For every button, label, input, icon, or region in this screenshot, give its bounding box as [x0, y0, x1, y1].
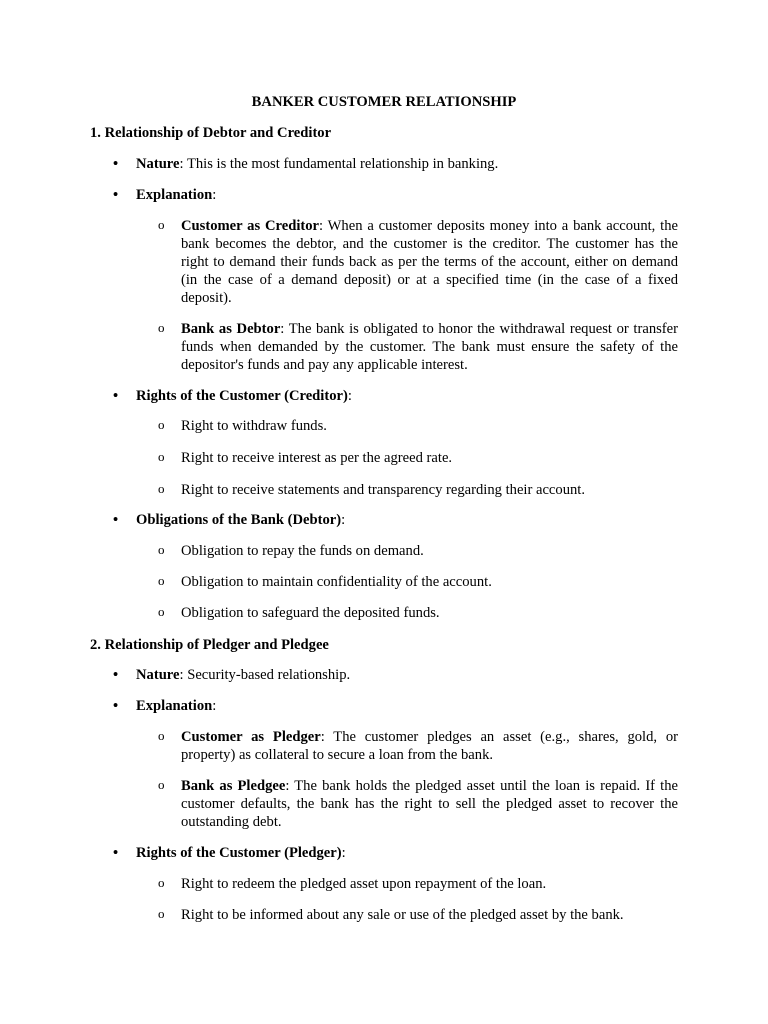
list-item-text: Right to be informed about any sale or use of the pledged asset by the bank.	[181, 907, 624, 923]
sub-label: Customer as Creditor	[181, 218, 320, 234]
sub-item-bank-as-debtor	[158, 320, 678, 374]
bullet-label: Nature	[136, 156, 180, 172]
sub-text: : The bank is obligated to honor the withdrawal request or transfer funds when demanded by the customer. The bank must ensure the safety of the depositor's funds and pay any applicable interest.	[181, 321, 678, 373]
bullet-mark: •	[113, 187, 119, 203]
bullet-label: Obligations of the Bank (Debtor)	[136, 512, 342, 528]
sub-label: Bank as Debtor	[181, 321, 281, 337]
sub-mark: o	[158, 417, 165, 432]
list-item-text: Right to receive statements and transparency regarding their account.	[181, 482, 586, 498]
list-item-text: Right to withdraw funds.	[181, 418, 327, 434]
bullet-mark: •	[113, 512, 119, 528]
document-title: BANKER CUSTOMER RELATIONSHIP	[251, 94, 517, 110]
sub-mark: o	[158, 777, 165, 792]
bullet-mark: •	[113, 156, 119, 172]
sub-item-customer-as-pledger	[158, 728, 678, 764]
sub-mark: o	[158, 542, 165, 557]
sub-mark: o	[158, 449, 165, 464]
list-item-text: Right to redeem the pledged asset upon repayment of the loan.	[181, 876, 547, 892]
bullet-label: Rights of the Customer (Pledger)	[136, 845, 342, 861]
list-item-text: Right to receive interest as per the agreed rate.	[181, 450, 453, 466]
list-item	[158, 417, 678, 435]
sub-mark: o	[158, 217, 165, 232]
list-item	[158, 542, 678, 560]
sub-text: : When a customer deposits money into a bank account, the bank becomes the debtor, and the customer is the creditor. The customer has the right to demand their funds back as per the terms of the account, either on demand (in the case of a demand deposit) or at a specified time (in the case of a fixed deposit).	[181, 218, 678, 306]
list-item	[158, 573, 678, 591]
bullet-nature	[113, 666, 683, 684]
sub-mark: o	[158, 875, 165, 890]
bullet-label: Nature	[136, 667, 180, 683]
bullet-mark: •	[113, 845, 119, 861]
bullet-obligations-bank	[113, 511, 683, 529]
sub-label: Bank as Pledgee	[181, 778, 286, 794]
sub-mark: o	[158, 906, 165, 921]
bullet-label: Rights of the Customer (Creditor)	[136, 388, 348, 404]
list-item-text: Obligation to maintain confidentiality of the account.	[181, 574, 492, 590]
bullet-text: :	[341, 845, 346, 861]
bullet-text: : Security-based relationship.	[179, 667, 351, 683]
bullet-text: :	[347, 388, 352, 404]
list-item	[158, 481, 678, 499]
sub-mark: o	[158, 320, 165, 335]
bullet-label: Explanation	[136, 698, 213, 714]
list-item-text: Obligation to repay the funds on demand.	[181, 543, 424, 559]
bullet-text: :	[341, 512, 346, 528]
bullet-mark: •	[113, 698, 119, 714]
bullet-explanation	[113, 186, 683, 204]
bullet-text: : This is the most fundamental relationship in banking.	[179, 156, 499, 172]
sub-item-bank-as-pledgee	[158, 777, 678, 831]
sub-text: : The customer pledges an asset (e.g., shares, gold, or property) as collateral to secure a loan from the bank.	[181, 729, 678, 763]
sub-mark: o	[158, 573, 165, 588]
bullet-rights-creditor	[113, 387, 683, 405]
bullet-mark: •	[113, 667, 119, 683]
bullet-rights-pledger	[113, 844, 683, 862]
section-heading-debtor-creditor: 1. Relationship of Debtor and Creditor	[90, 125, 332, 141]
bullet-nature	[113, 155, 683, 173]
list-item	[158, 604, 678, 622]
sub-item-customer-as-creditor	[158, 217, 678, 307]
section-heading-pledger-pledgee: 2. Relationship of Pledger and Pledgee	[90, 637, 329, 653]
sub-mark: o	[158, 728, 165, 743]
bullet-text: :	[212, 187, 217, 203]
sub-mark: o	[158, 481, 165, 496]
bullet-explanation	[113, 697, 683, 715]
list-item	[158, 906, 678, 924]
list-item	[158, 875, 678, 893]
sub-text: : The bank holds the pledged asset until the loan is repaid. If the customer defaults, the bank has the right to sell the pledged asset to recover the outstanding debt.	[181, 778, 678, 830]
sub-label: Customer as Pledger	[181, 729, 321, 745]
sub-mark: o	[158, 604, 165, 619]
bullet-mark: •	[113, 388, 119, 404]
list-item	[158, 449, 678, 467]
bullet-label: Explanation	[136, 187, 213, 203]
list-item-text: Obligation to safeguard the deposited funds.	[181, 605, 440, 621]
bullet-text: :	[212, 698, 217, 714]
